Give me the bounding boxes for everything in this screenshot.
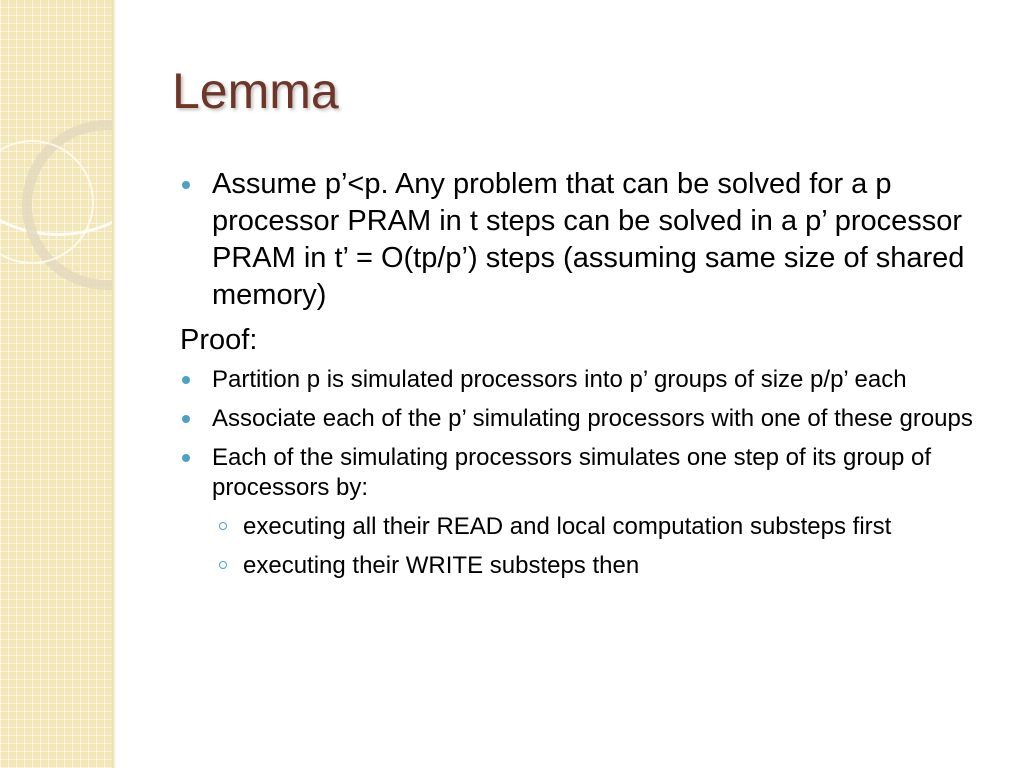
proof-label: Proof: <box>180 324 258 356</box>
hollow-bullet-icon <box>219 561 227 569</box>
bullet-icon <box>182 181 190 189</box>
decorative-sidebar <box>0 0 112 768</box>
lemma-statement <box>180 166 980 314</box>
proof-step <box>180 365 980 395</box>
sub-step-text: executing their WRITE substeps then <box>243 552 640 579</box>
sidebar-edge <box>112 0 116 768</box>
proof-step <box>180 404 980 434</box>
bullet-icon <box>182 454 190 462</box>
proof-step-text: Partition p is simulated processors into p’ groups of size p/p’ each <box>212 366 907 393</box>
proof-step-text: Associate each of the p’ simulating processors with one of these groups <box>212 405 973 432</box>
slide-title: Lemma <box>172 63 339 119</box>
proof-step <box>180 443 980 503</box>
sub-step-text: executing all their READ and local computation substeps first <box>243 513 892 540</box>
sub-step <box>180 551 980 581</box>
hollow-bullet-icon <box>219 522 227 530</box>
proof-step-text: Each of the simulating processors simulates one step of its group of processors by: <box>212 444 932 501</box>
bullet-icon <box>182 376 190 384</box>
slide-body <box>180 166 980 590</box>
sub-step <box>180 512 980 542</box>
lemma-statement-text: Assume p’<p. Any problem that can be solved for a p processor PRAM in t steps can be solved in a p’ processor PRAM in t’ = O(tp/p’) steps (assuming same size of shared memory) <box>212 168 965 311</box>
bullet-icon <box>182 415 190 423</box>
